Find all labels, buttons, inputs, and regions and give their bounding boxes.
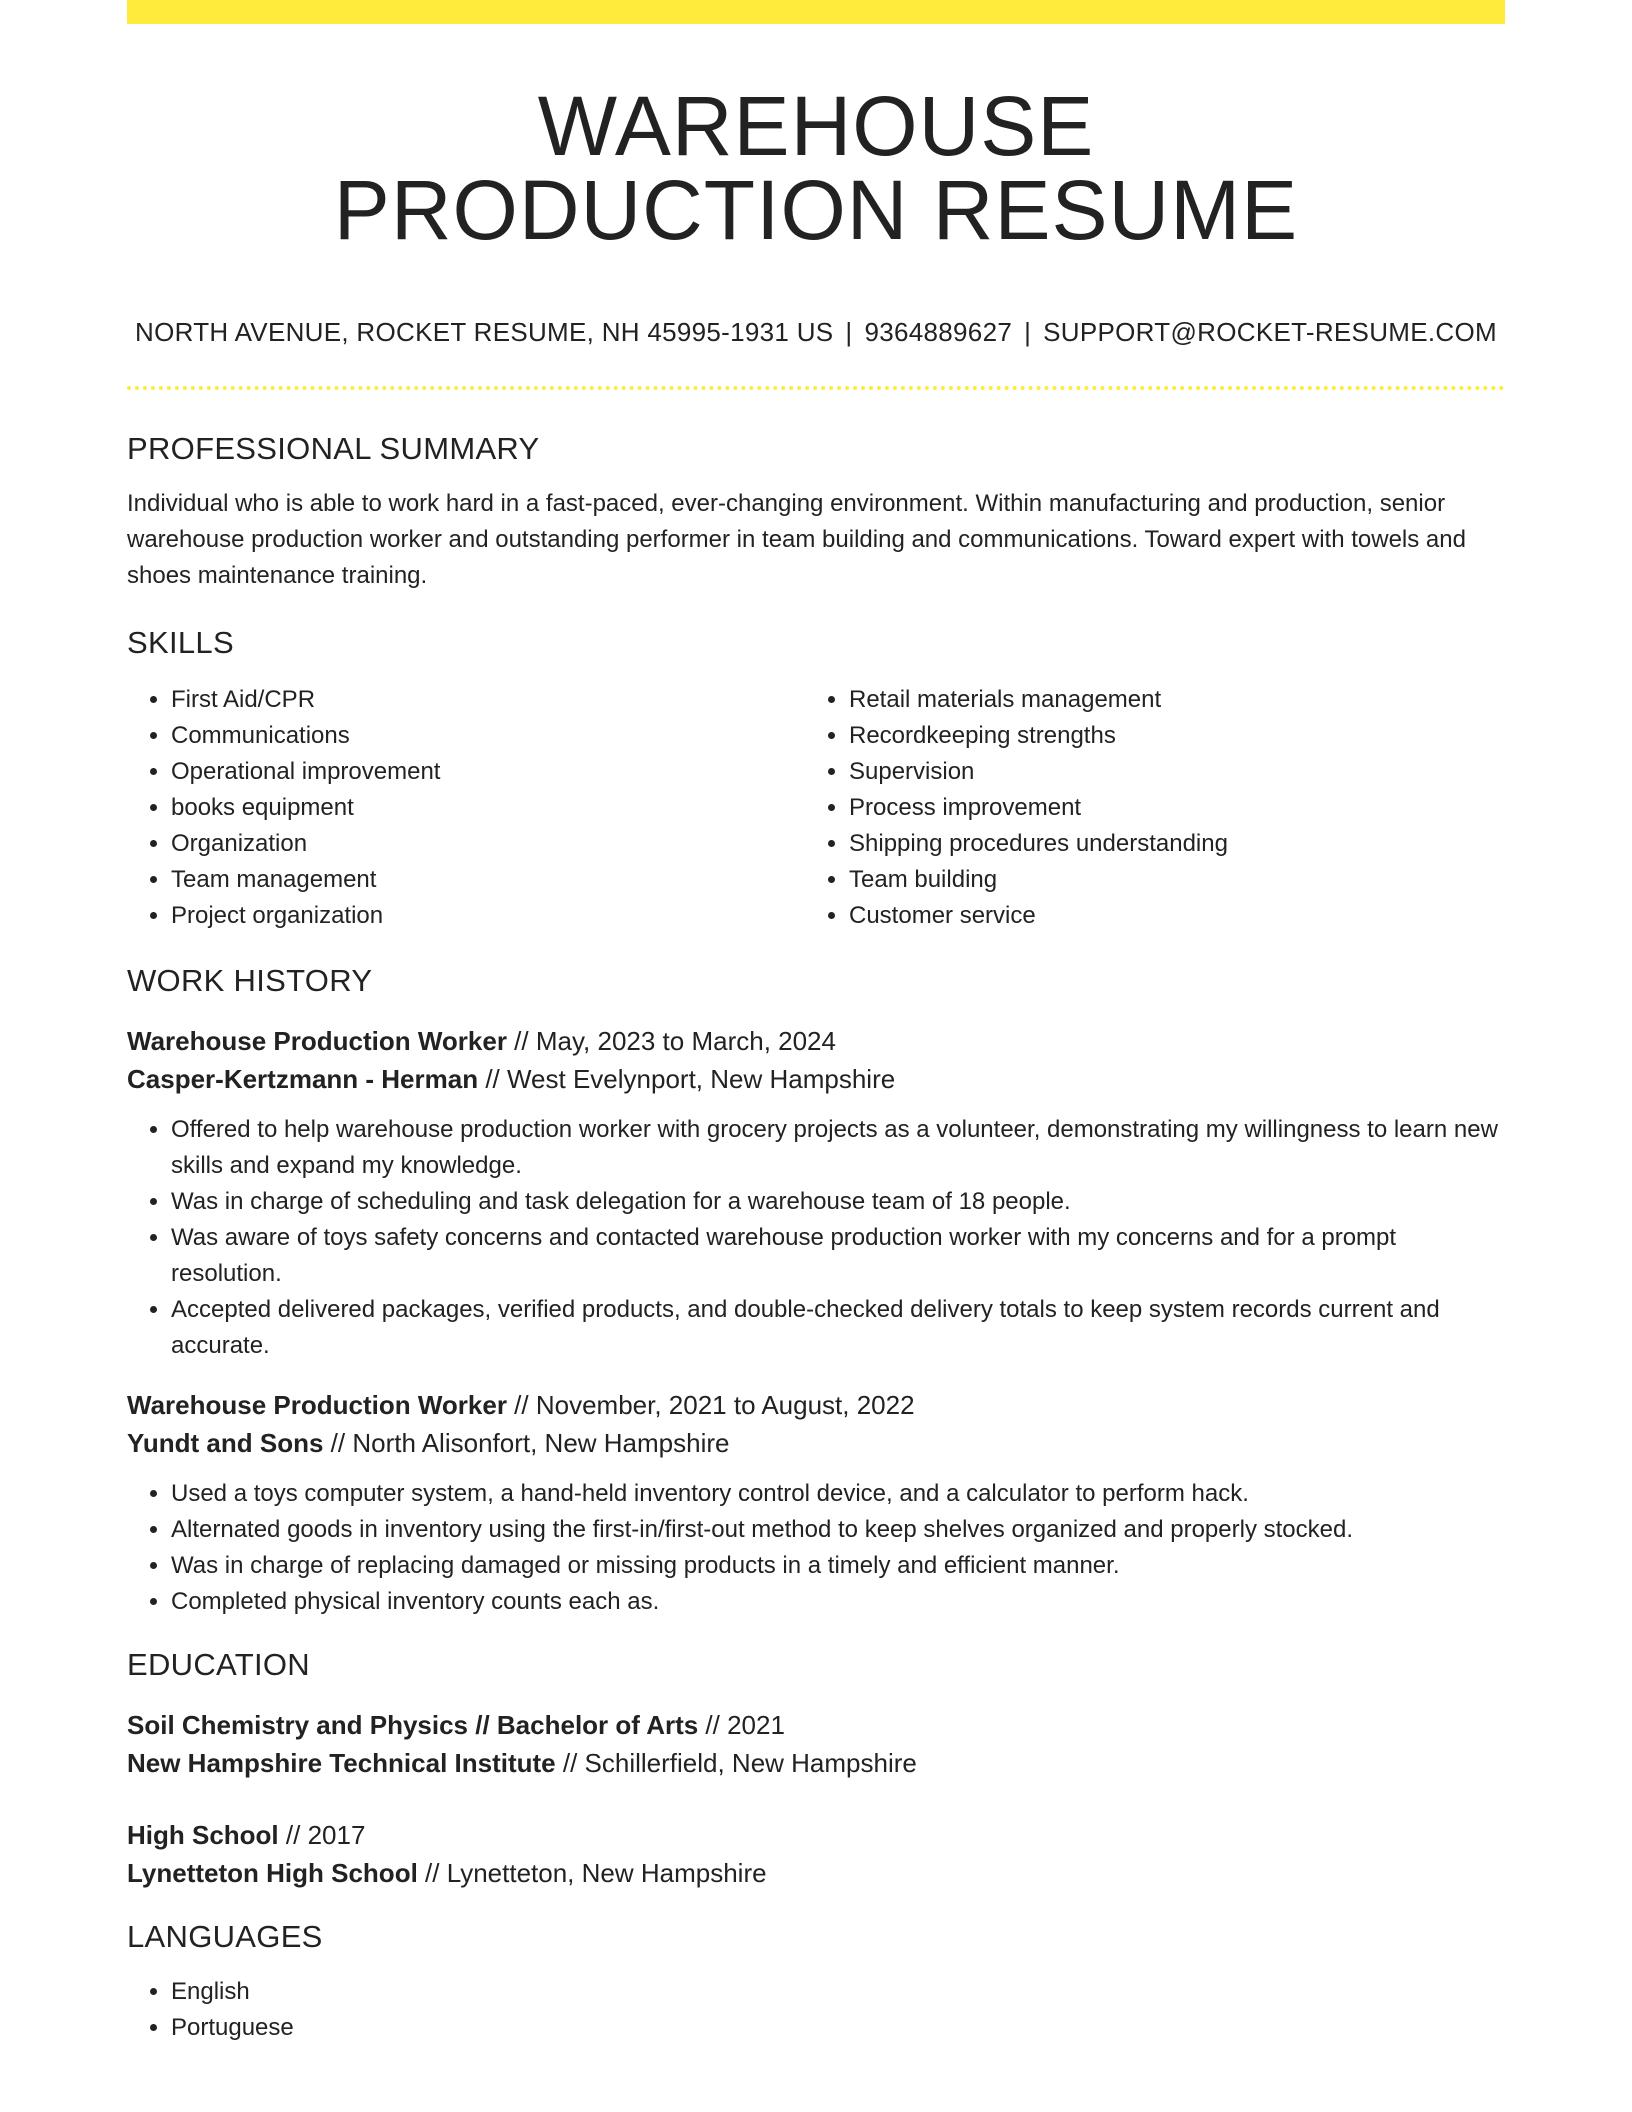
job-bullet: • Was in charge of scheduling and task delegation for a warehouse team of 18 people.: [171, 1184, 1505, 1220]
skill-item: • books equipment: [171, 790, 805, 826]
job-bullet: • Completed physical inventory counts each as.: [171, 1584, 1505, 1620]
education-school-line: [127, 1744, 1505, 1782]
skill-item: • Organization: [171, 826, 805, 862]
job-dates: // November, 2021 to August, 2022: [506, 1390, 915, 1420]
skills-list: [127, 682, 1505, 934]
skills-column-left: [127, 682, 805, 934]
language-item: • Portuguese: [171, 2010, 1505, 2046]
job-title-line: [127, 1022, 1505, 1060]
work-history-heading: WORK HISTORY: [127, 963, 373, 998]
job-bullets: [127, 1112, 1505, 1364]
summary-heading: PROFESSIONAL SUMMARY: [127, 431, 540, 466]
education-degree-line: [127, 1816, 1505, 1854]
education-school: Lynetteton High School: [127, 1858, 418, 1888]
job-title: Warehouse Production Worker: [127, 1390, 507, 1420]
contact-address: NORTH AVENUE, ROCKET RESUME, NH 45995-1931 US: [135, 317, 834, 347]
job-bullets: [127, 1476, 1505, 1620]
education-location: // Lynetteton, New Hampshire: [417, 1858, 767, 1888]
title-line-2: PRODUCTION RESUME: [333, 163, 1299, 257]
job-bullet: • Was aware of toys safety concerns and contacted warehouse production worker with my concerns and for a prompt resolution.: [171, 1220, 1505, 1292]
contact-phone: 9364889627: [864, 317, 1013, 347]
education-degree: Soil Chemistry and Physics // Bachelor of Arts: [127, 1710, 699, 1740]
languages-list: [127, 1974, 1505, 2046]
education-entry: [127, 1706, 1505, 1782]
summary-text: Individual who is able to work hard in a fast-paced, ever-changing environment. Within manufacturing and production, senior warehouse production worker and outstanding performer in team building and communications. Toward expert with towels and shoes maintenance training.: [127, 490, 1466, 589]
resume-page: [127, 0, 1505, 2046]
skill-item: • Team management: [171, 862, 805, 898]
skill-item: • Operational improvement: [171, 754, 805, 790]
skill-item: • Shipping procedures understanding: [849, 826, 1483, 862]
education-entry: [127, 1816, 1505, 1892]
skill-item: • First Aid/CPR: [171, 682, 805, 718]
education-school-line: [127, 1854, 1505, 1892]
skill-item: • Retail materials management: [849, 682, 1483, 718]
job-bullet: • Was in charge of replacing damaged or missing products in a timely and efficient manner.: [171, 1548, 1505, 1584]
job-company: Yundt and Sons: [127, 1428, 324, 1458]
education-heading: EDUCATION: [127, 1647, 310, 1682]
contact-email[interactable]: SUPPORT@ROCKET-RESUME.COM: [1043, 317, 1497, 347]
job-bullet: • Offered to help warehouse production worker with grocery projects as a volunteer, demonstrating my willingness to learn new skills and expand my knowledge.: [171, 1112, 1505, 1184]
contact-separator: |: [1024, 317, 1032, 347]
language-item: • English: [171, 1974, 1505, 2010]
education-degree: High School: [127, 1820, 279, 1850]
job-dates: // May, 2023 to March, 2024: [506, 1026, 836, 1056]
job-bullet: • Alternated goods in inventory using the first-in/first-out method to keep shelves organized and properly stocked.: [171, 1512, 1505, 1548]
education-year: // 2021: [698, 1710, 785, 1740]
contact-info: [127, 316, 1505, 348]
job-entry: [127, 1022, 1505, 1364]
resume-title: [127, 79, 1505, 257]
top-accent-bar: [127, 0, 1505, 24]
skills-column-right: [805, 682, 1483, 934]
skill-item: • Project organization: [171, 898, 805, 934]
education-degree-line: [127, 1706, 1505, 1744]
job-entry: [127, 1386, 1505, 1620]
job-company-line: [127, 1060, 1505, 1098]
languages-heading: LANGUAGES: [127, 1919, 323, 1954]
job-company-line: [127, 1424, 1505, 1462]
skill-item: • Recordkeeping strengths: [849, 718, 1483, 754]
education-year: // 2017: [278, 1820, 366, 1850]
contact-separator: |: [845, 317, 853, 347]
education-location: // Schillerfield, New Hampshire: [555, 1748, 917, 1778]
education-school: New Hampshire Technical Institute: [127, 1748, 556, 1778]
skill-item: • Team building: [849, 862, 1483, 898]
job-bullet: • Accepted delivered packages, verified products, and double-checked delivery totals to keep system records current and accurate.: [171, 1292, 1505, 1364]
job-location: // North Alisonfort, New Hampshire: [323, 1428, 730, 1458]
skill-item: • Supervision: [849, 754, 1483, 790]
title-line-1: WAREHOUSE: [537, 79, 1095, 173]
job-title: Warehouse Production Worker: [127, 1026, 507, 1056]
job-title-line: [127, 1386, 1505, 1424]
skills-heading: SKILLS: [127, 625, 234, 660]
job-location: // West Evelynport, New Hampshire: [478, 1064, 896, 1094]
skill-item: • Process improvement: [849, 790, 1483, 826]
job-company: Casper-Kertzmann - Herman: [127, 1064, 479, 1094]
skill-item: • Communications: [171, 718, 805, 754]
job-bullet: • Used a toys computer system, a hand-held inventory control device, and a calculator to perform hack.: [171, 1476, 1505, 1512]
dotted-divider: [127, 386, 1505, 390]
skill-item: • Customer service: [849, 898, 1483, 934]
